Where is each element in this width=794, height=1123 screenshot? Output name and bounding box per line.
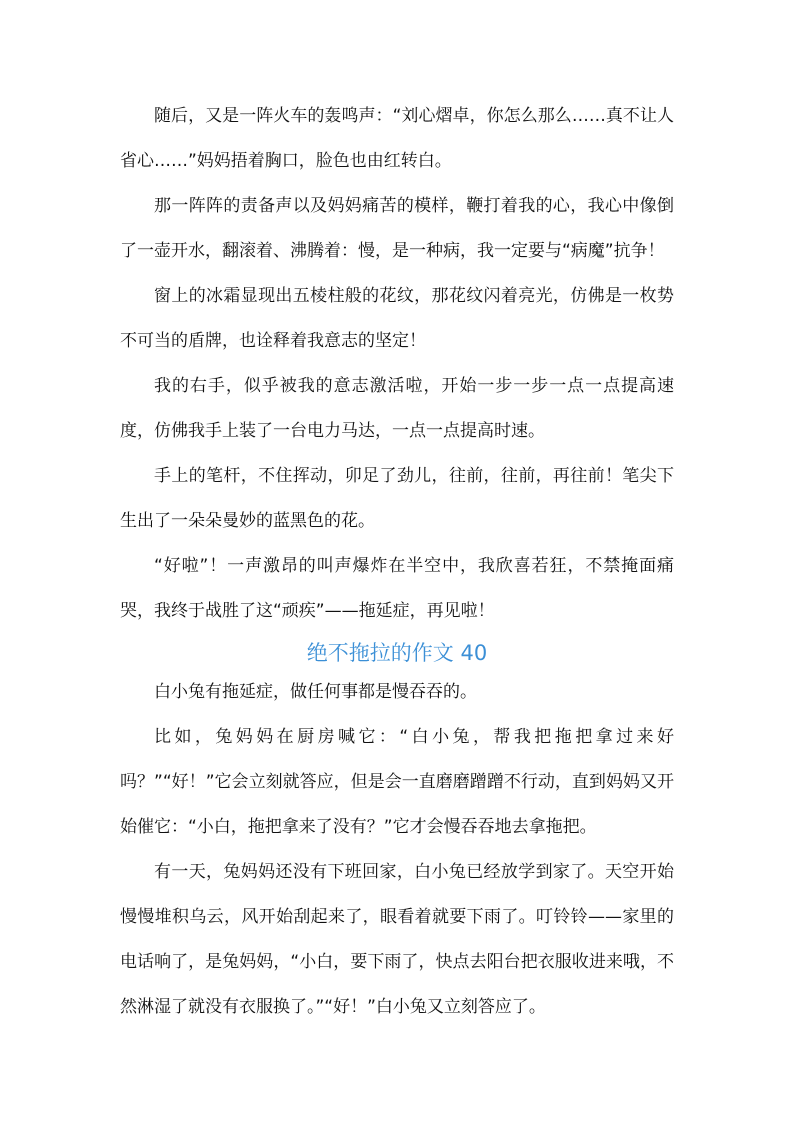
paragraph: “好啦”！一声激昂的叫声爆炸在半空中，我欣喜若狂，不禁掩面痛哭，我终于战胜了这“顽疾”——拖延症，再见啦！ <box>120 556 674 621</box>
paragraph: 有一天，兔妈妈还没有下班回家，白小兔已经放学到家了。天空开始慢慢堆积乌云，风开始刮起来了，眼看着就要下雨了。叮铃铃——家里的电话响了，是兔妈妈，“小白，要下雨了，快点去阳台把衣服收进来哦，不然淋湿了就没有衣服换了。”“好！”白小兔又立刻答应了。 <box>120 862 674 1017</box>
paragraph: 我的右手，似乎被我的意志激活啦，开始一步一步一点一点提高速度，仿佛我手上装了一台电力马达，一点一点提高时速。 <box>120 376 674 441</box>
document-page <box>120 94 674 1030</box>
paragraph: 手上的笔杆，不住挥动，卯足了劲儿，往前，往前，再往前！笔尖下生出了一朵朵曼妙的蓝黑色的花。 <box>120 466 674 531</box>
paragraph: 随后，又是一阵火车的轰鸣声：“刘心熠卓，你怎么那么……真不让人省心……”妈妈捂着胸口，脸色也由红转白。 <box>120 106 674 171</box>
paragraph: 白小兔有拖延症，做任何事都是慢吞吞的。 <box>154 682 477 702</box>
paragraph: 窗上的冰霜显现出五棱柱般的花纹，那花纹闪着亮光，仿佛是一枚势不可当的盾牌，也诠释着我意志的坚定！ <box>120 286 674 351</box>
paragraph: 比如，兔妈妈在厨房喊它：“白小兔，帮我把拖把拿过来好吗？”“好！”它会立刻就答应，但是会一直磨磨蹭蹭不行动，直到妈妈又开始催它：“小白，拖把拿来了没有？”它才会慢吞吞地去拿拖把。 <box>120 727 674 837</box>
paragraph: 那一阵阵的责备声以及妈妈痛苦的模样，鞭打着我的心，我心中像倒了一壶开水，翻滚着、沸腾着：慢，是一种病，我一定要与“病魔”抗争！ <box>120 196 674 261</box>
section-title: 绝不拖拉的作文 40 <box>306 641 488 665</box>
